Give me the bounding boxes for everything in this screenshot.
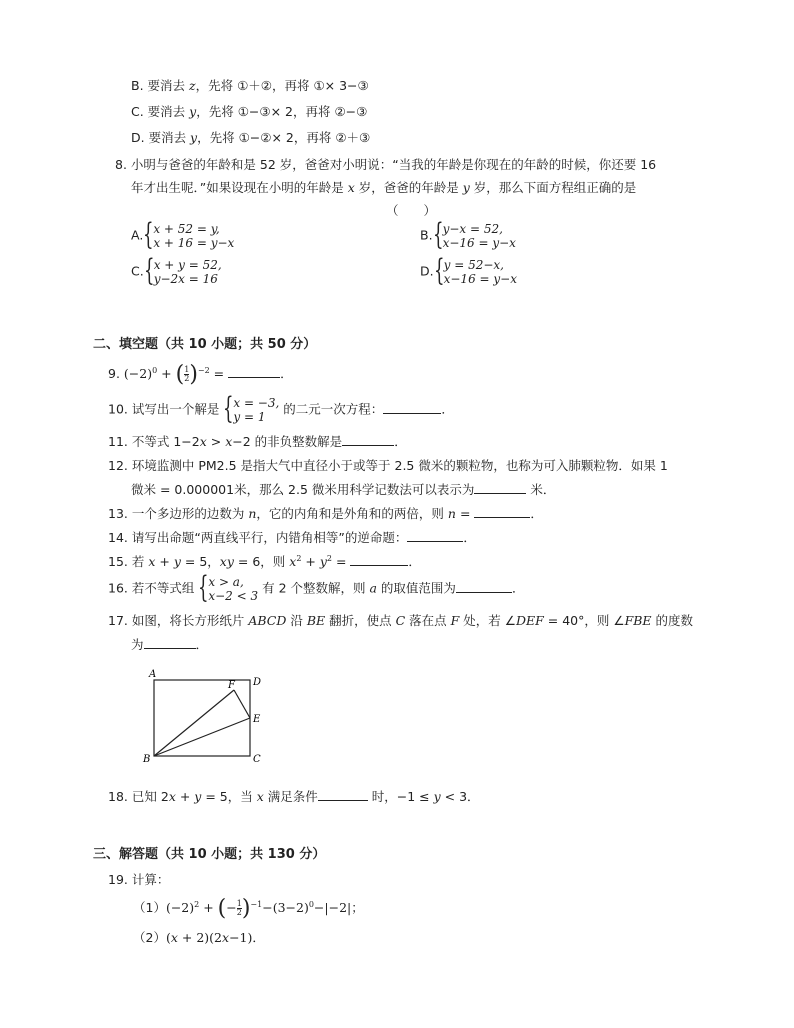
section-solve-title: 三、解答题（共 10 小题；共 130 分） — [93, 847, 326, 862]
q16: 16. 若不等式组 { x > a, x−2 < 3 有 2 个整数解，则 a 的取值范围为 ． — [108, 570, 525, 605]
q8-line1: 8. 小明与爸爸的年龄和是 52 岁，爸爸对小明说：“当我的年龄是你现在的年龄的时候，你还要 16 — [115, 157, 657, 172]
q18: 18. 已知 2x + y = 5，当 x 满足条件 时，−1 ≤ y < 3． — [108, 789, 480, 804]
q8-answer-paren: （ ） — [386, 203, 437, 218]
q17-line1: 17. 如图，将长方形纸片 ABCD 沿 BE 翻折，使点 C 落在点 F 处，若 ∠DEF = 40°，则 ∠FBE 的度数 — [108, 613, 694, 628]
q14: 14. 请写出命题“两直线平行，内错角相等”的逆命题： ． — [108, 530, 476, 545]
q18-answer-blank[interactable] — [318, 788, 368, 801]
point-label-b: B — [143, 754, 151, 765]
point-label-e: E — [253, 714, 261, 725]
q11-answer-blank[interactable] — [342, 433, 394, 446]
q7-option-c: C. 要消去 y，先将 ①−③× 2，再将 ②−③ — [131, 104, 368, 119]
q10-answer-blank[interactable] — [383, 401, 441, 414]
point-label-f: F — [228, 680, 235, 691]
q16-answer-blank[interactable] — [456, 580, 512, 593]
q10: 10. 试写出一个解是 { x = −3, y = 1 的二元一次方程： ． — [108, 391, 454, 426]
q8-option-a: A. { x + 52 = y, x + 16 = y−x — [131, 217, 235, 252]
segment-bf — [154, 690, 234, 756]
point-label-a: A — [149, 669, 157, 680]
q12-line1: 12. 环境监测中 PM2.5 是指大气中直径小于或等于 2.5 微米的颗粒物，也称为可入肺颗粒物．如果 1 — [108, 458, 668, 473]
point-label-c: C — [253, 754, 261, 765]
section-fill-in-title: 二、填空题（共 10 小题；共 50 分） — [93, 337, 317, 352]
q17-figure — [140, 668, 280, 770]
q9: 9. $(-2)^0$ + ( $\frac{1}{2}$ )$^{-2}$ = ． — [108, 362, 293, 387]
q8-option-d: D. { y = 52−x, x−16 = y−x — [420, 253, 517, 288]
q19-title: 19. 计算： — [108, 872, 170, 887]
segment-fe — [234, 690, 250, 718]
q8-option-c: C. { x + y = 52, y−2x = 16 — [131, 253, 222, 288]
q11: 11. 不等式 1−2x > x−2 的非负整数解是 ． — [108, 434, 407, 449]
point-label-d: D — [253, 677, 262, 688]
segment-be — [154, 718, 250, 756]
q9-answer-blank[interactable] — [228, 365, 280, 378]
q19-part1: $(1)(-2)^2$ + (− $\frac{1}{2}$ )$^{-1}-(3-2)^0-|-2|$； — [133, 896, 364, 921]
q12-answer-blank[interactable] — [474, 481, 526, 494]
q15: 15. 若 x + y = 5，xy = 6，则 $x^2 + y^2$ = ． — [108, 553, 421, 569]
q8-option-b: B. { y−x = 52, x−16 = y−x — [420, 217, 516, 252]
q7-option-b: B. 要消去 z，先将 ①＋②，再将 ①× 3−③ — [131, 78, 369, 93]
q14-answer-blank[interactable] — [407, 529, 463, 542]
q7-option-d: D. 要消去 y，先将 ①−②× 2，再将 ②＋③ — [131, 130, 371, 145]
q8-line2: 年才出生呢．”如果设现在小明的年龄是 x 岁，爸爸的年龄是 y 岁，那么下面方程组正确的是 — [131, 180, 637, 195]
q15-answer-blank[interactable] — [350, 553, 408, 566]
q17-answer-blank[interactable] — [144, 636, 196, 649]
q19-part2: （2）(x + 2)(2x−1)． — [133, 930, 265, 945]
q12-line2: 微米 = 0.000001米，那么 2.5 微米用科学记数法可以表示为 米． — [131, 482, 556, 497]
q13: 13. 一个多边形的边数为 n，它的内角和是外角和的两倍，则 n = ． — [108, 506, 543, 521]
q17-line2: 为 ． — [131, 637, 209, 652]
q13-answer-blank[interactable] — [474, 505, 530, 518]
